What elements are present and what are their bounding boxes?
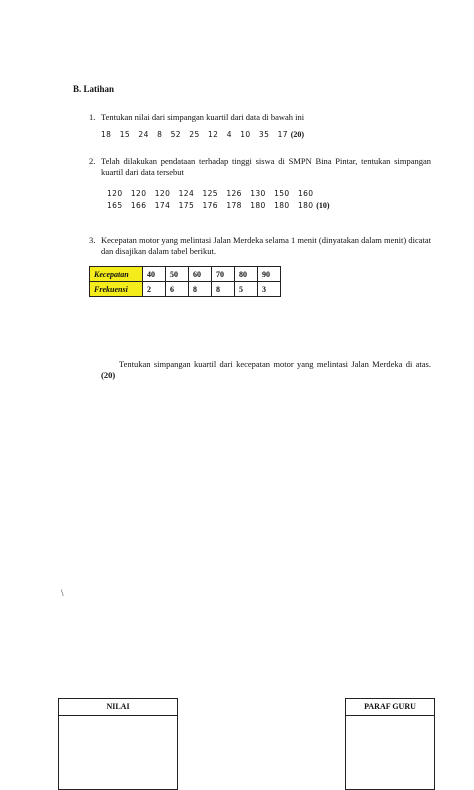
table-header-speed: Kecepatan xyxy=(90,267,143,282)
q2-data-row-2-values: 165 166 174 175 176 178 180 180 180 xyxy=(107,201,314,210)
nilai-box xyxy=(58,698,178,790)
table-cell-speed: 60 xyxy=(189,267,212,282)
q1-data: 18 15 24 8 52 25 12 4 10 35 17 xyxy=(101,130,288,139)
q3-score: (20) xyxy=(101,370,116,380)
table-cell-frequency: 6 xyxy=(166,282,189,297)
q1-text: Tentukan nilai dari simpangan kuartil dari data di bawah ini xyxy=(101,112,305,122)
table-cell-speed: 50 xyxy=(166,267,189,282)
q2-score: (10) xyxy=(316,201,330,210)
q2-data-row-2 xyxy=(107,201,330,210)
q2-text: Telah dilakukan pendataan terhadap tinggi siswa di SMPN Bina Pintar, tentukan simpangan kuartil dari data tersebut xyxy=(101,156,431,177)
q3-instruction-text xyxy=(101,359,431,381)
section-title: B. Latihan xyxy=(73,84,115,94)
table-cell-speed: 90 xyxy=(258,267,281,282)
table-cell-speed: 80 xyxy=(235,267,258,282)
q2-number: 2. xyxy=(89,156,96,166)
q1-data-line xyxy=(101,130,304,139)
q1-number: 1. xyxy=(89,112,96,122)
q3-instruction-body: Tentukan simpangan kuartil dari kecepatan motor yang melintasi Jalan Merdeka di atas. xyxy=(119,359,431,369)
table-cell-frequency: 8 xyxy=(189,282,212,297)
table-cell-frequency: 3 xyxy=(258,282,281,297)
table-cell-frequency: 8 xyxy=(212,282,235,297)
table-cell-frequency: 5 xyxy=(235,282,258,297)
q1-score: (20) xyxy=(290,130,305,139)
table-cell-speed: 70 xyxy=(212,267,235,282)
stray-mark: \ xyxy=(61,588,64,598)
paraf-guru-box xyxy=(345,698,435,790)
q3-number: 3. xyxy=(89,235,96,245)
table-cell-frequency: 2 xyxy=(143,282,166,297)
q3-text: Kecepatan motor yang melintasi Jalan Merdeka selama 1 menit (dinyatakan dalam menit) dicatat dan disajikan dalam tabel berikut. xyxy=(101,235,431,256)
frequency-table xyxy=(89,266,281,297)
table-row-frequency xyxy=(90,282,281,297)
nilai-label: NILAI xyxy=(59,699,177,716)
table-row-speed xyxy=(90,267,281,282)
table-header-frequency: Frekuensi xyxy=(90,282,143,297)
q2-data-row-1: 120 120 120 124 125 126 130 150 160 xyxy=(107,189,314,198)
table-cell-speed: 40 xyxy=(143,267,166,282)
paraf-guru-label: PARAF GURU xyxy=(346,699,434,716)
